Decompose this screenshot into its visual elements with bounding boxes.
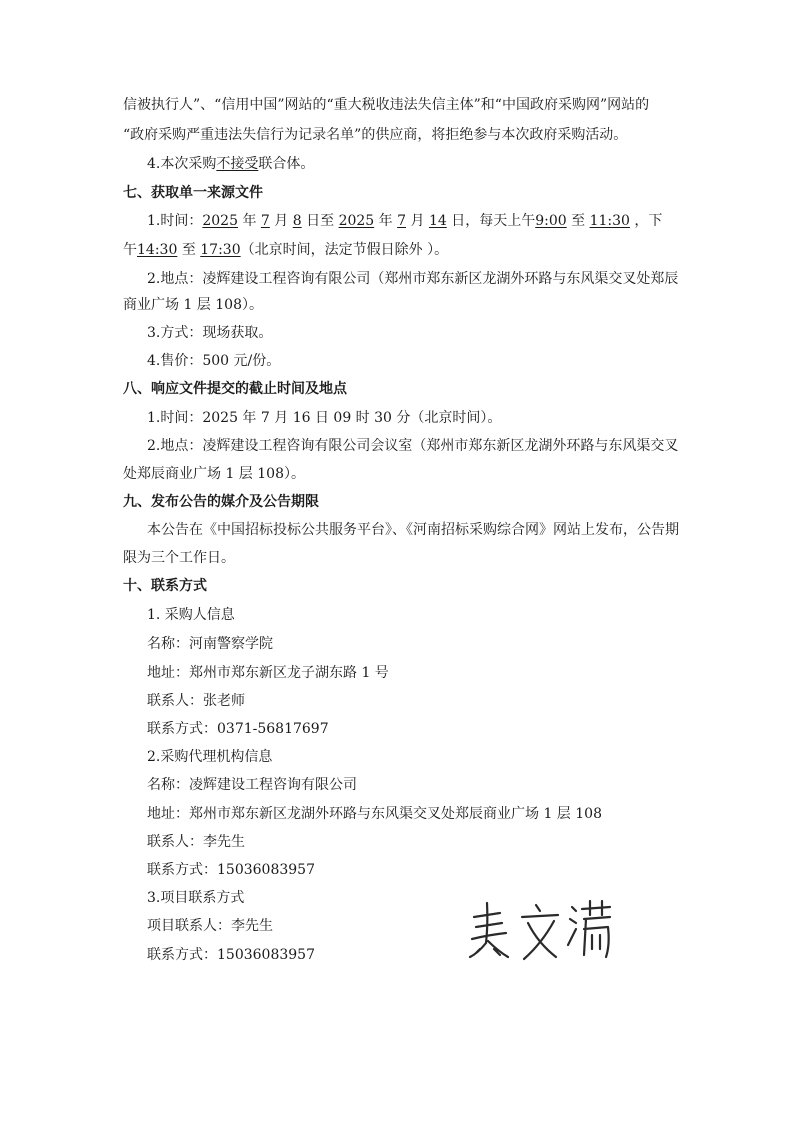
buyer-address: 地址：郑州市郑东新区龙子湖东路 1 号 [147,665,389,681]
buyer-contact: 联系人：张老师 [147,693,245,709]
section-heading: 九、发布公告的媒介及公告期限 [123,494,319,510]
text-line: “政府采购严重违法失信行为记录名单”的供应商，将拒绝参与本次政府采购活动。 [123,127,628,143]
buyer-name: 名称：河南警察学院 [147,636,273,652]
agency-phone: 联系方式：15036083957 [147,862,315,878]
project-title: 3.项目联系方式 [147,890,245,906]
consortium-line: 4.本次采购不接受联合体。 [147,156,315,172]
method-line: 3.方式：现场获取。 [147,325,273,341]
place-line-cont: 商业广场 1 层 108）。 [123,297,263,313]
buyer-title: 1. 采购人信息 [147,607,235,623]
section-heading: 七、获取单一来源文件 [123,185,263,201]
buyer-phone: 联系方式：0371-56817697 [147,721,329,737]
handwritten-signature [466,895,616,965]
text-line: 信被执行人”、“信用中国”网站的“重大税收违法失信主体”和“中国政府采购网”网站的 [123,97,650,113]
price-line: 4.售价：500 元/份。 [147,353,281,369]
section-heading: 十、联系方式 [123,578,207,594]
notice-line-cont: 限为三个工作日。 [123,550,235,566]
notice-line: 本公告在《中国招标投标公共服务平台》、《河南招标采购综合网》网站上发布，公告期 [147,522,679,538]
deadline-place-line-cont: 处郑辰商业广场 1 层 108）。 [123,466,305,482]
time-line: 1.时间：2025 年 7 月 8 日至 2025 年 7 月 14 日，每天上午9:00 至 11:30 ，下 [147,213,663,229]
place-line: 2.地点：凌辉建设工程咨询有限公司（郑州市郑东新区龙湖外环路与东风渠交叉处郑辰 [147,271,679,287]
time-line-cont: 午14:30 至 17:30（北京时间，法定节假日除外 ）。 [123,242,449,258]
agency-title: 2.采购代理机构信息 [147,749,273,765]
deadline-place-line: 2.地点：凌辉建设工程咨询有限公司会议室（郑州市郑东新区龙湖外环路与东风渠交叉 [147,438,679,454]
section-heading: 八、响应文件提交的截止时间及地点 [123,381,347,397]
project-phone: 联系方式：15036083957 [147,947,315,963]
agency-contact: 联系人：李先生 [147,834,245,850]
project-contact: 项目联系人：李先生 [147,918,273,934]
agency-address: 地址：郑州市郑东新区龙湖外环路与东风渠交叉处郑辰商业广场 1 层 108 [147,806,602,822]
agency-name: 名称：凌辉建设工程咨询有限公司 [147,777,357,793]
deadline-time-line: 1.时间：2025 年 7 月 16 日 09 时 30 分（北京时间）。 [147,410,502,426]
